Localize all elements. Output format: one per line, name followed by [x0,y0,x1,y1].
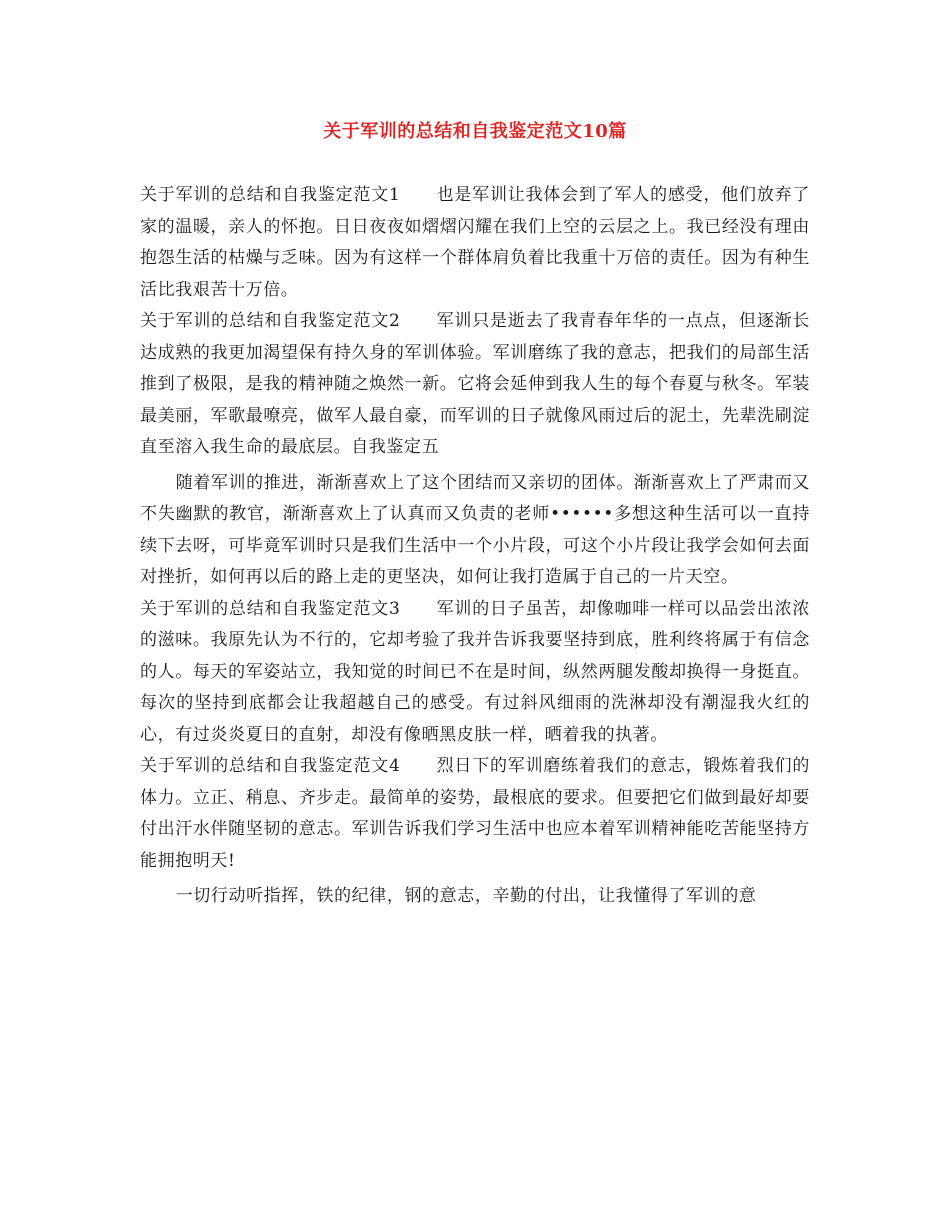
section-body: 军训只是逝去了我青春年华的一点点，但逐渐长达成熟的我更加渴望保有持久身的军训体验。军训磨练了我的意志，把我们的局部生活推到了极限，是我的精神随之焕然一新。它将会延伸到我人生的每个春夏与秋冬。军装最美丽，军歌最嘹亮，做军人最自豪，而军训的日子就像风雨过后的泥土，先辈洗刷淀直至溶入我生命的最底层。自我鉴定五 [140,311,810,457]
section-heading: 关于军训的总结和自我鉴定范文3 [140,598,401,619]
section-1 [140,180,810,306]
document-page [140,118,810,913]
body-paragraph: 随着军训的推进，渐渐喜欢上了这个团结而又亲切的团体。渐渐喜欢上了严肃而又不失幽默的教官，渐渐喜欢上了认真而又负责的老师••••••多想这种生活可以一直持续下去呀，可毕竟军训时只是我们生活中一个小片段，可这个小片段让我学会如何去面对挫折，如何再以后的路上走的更坚决，如何让我打造属于自己的一片天空。 [140,472,810,587]
section-body: 烈日下的军训磨练着我们的意志，锻炼着我们的体力。立正、稍息、齐步走。最简单的姿势，最根底的要求。但要把它们做到最好却要付出汗水伴随坚韧的意志。军训告诉我们学习生活中也应本着军训精神能吃苦能坚持方能拥抱明天! [140,756,810,871]
section-body: 军训的日子虽苦，却像咖啡一样可以品尝出浓浓的滋味。我原先认为不行的，它却考验了我并告诉我要坚持到底，胜利终将属于有信念的人。每天的军姿站立，我知觉的时间已不在是时间，纵然两腿发酸却换得一身挺直。每次的坚持到底都会让我超越自己的感受。有过斜风细雨的洗淋却没有潮湿我火红的心，有过炎炎夏日的直射，却没有像晒黑皮肤一样，晒着我的执著。 [140,598,810,745]
section-body: 也是军训让我体会到了军人的感受，他们放弃了家的温暖，亲人的怀抱。日日夜夜如熠熠闪耀在我们上空的云层之上。我已经没有理由抱怨生活的枯燥与乏味。因为有这样一个群体肩负着比我重十万倍的责任。因为有种生活比我艰苦十万倍。 [140,185,810,300]
section-heading: 关于军训的总结和自我鉴定范文4 [140,756,401,776]
document-title: 关于军训的总结和自我鉴定范文10篇 [323,121,627,142]
section-heading: 关于军训的总结和自我鉴定范文2 [140,311,401,331]
section-2 [140,306,810,464]
section-4 [140,751,810,877]
body-paragraph: 一切行动听指挥，铁的纪律，钢的意志，辛勤的付出，让我懂得了军训的意 [175,886,757,906]
section-3 [140,594,810,752]
section-heading: 关于军训的总结和自我鉴定范文1 [140,185,401,205]
